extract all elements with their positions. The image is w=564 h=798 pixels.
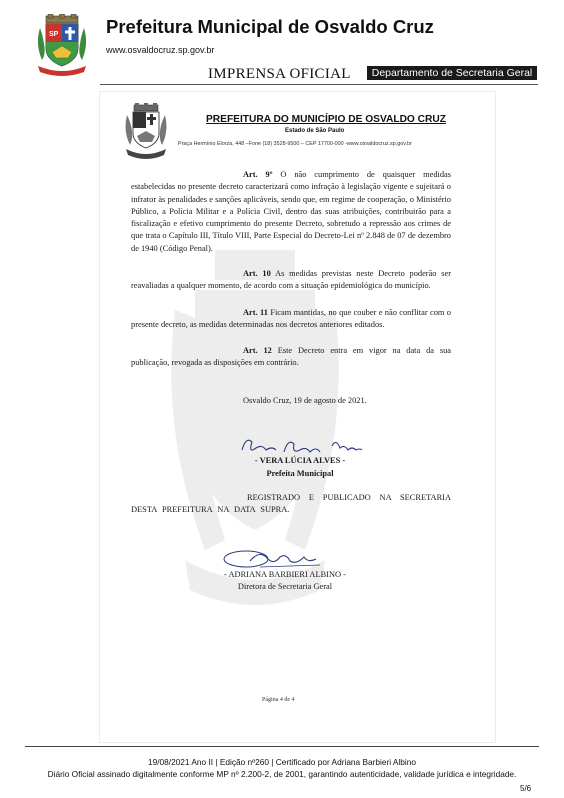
site-title: Prefeitura Municipal de Osvaldo Cruz — [106, 16, 434, 37]
registration-note: REGISTRADO E PUBLICADO NA SECRETARIA DESTA PREFEITURA NA DATA SUPRA. — [131, 493, 451, 515]
director-name: - ADRIANA BARBIERI ALBINO - — [224, 570, 346, 579]
document-title: PREFEITURA DO MUNICÍPIO DE OSVALDO CRUZ — [206, 114, 446, 125]
article-label: Art. 10 — [243, 269, 271, 278]
site-url[interactable]: www.osvaldocruz.sp.gov.br — [106, 45, 215, 55]
edition-info: 19/08/2021 Ano II | Edição nº260 | Certificado por Adriana Barbieri Albino — [148, 757, 416, 767]
digital-signature-note: Diário Oficial assinado digitalmente conforme MP nº 2.200-2, de 2001, garantindo autenticidade, validade jurídica e integridade. — [47, 769, 517, 779]
mayor-name: - VERA LÚCIA ALVES - — [254, 456, 346, 465]
mayor-role: Prefeita Municipal — [266, 469, 334, 478]
department-badge: Departamento de Secretaria Geral — [367, 66, 537, 80]
article-11 — [131, 307, 451, 332]
municipal-coat-of-arms-icon — [34, 14, 90, 76]
document-address: Praça Hermínio Elorza, 448 –Fone (18) 3528-9500 – CEP 17700-000 -www.osvaldocruz.sp.gov.br — [178, 141, 412, 147]
article-text: O não cumprimento de quaisquer medidas estabelecidas no presente decreto caracterizará como infração à legislação vigente e sujeitará o infrator às penalidades e sanções aplicáveis, sendo que, em regime de cooperação, o Ministério Público, a Polícia Militar e a Polícia Civil, dentro das suas atribuições, contribuirão para a fiscalização e efetivo cumprimento do presente Decreto, sobretudo a repressão aos crimes de que trata o Capítulo III, Título VIII, Parte Especial do Decreto-Lei nº 2.848 de 07 de dezembro de 1940 (Código Penal). — [131, 170, 452, 253]
header-divider — [100, 84, 538, 85]
article-12 — [131, 345, 451, 370]
director-role: Diretora de Secretaria Geral — [237, 582, 333, 591]
section-title: IMPRENSA OFICIAL — [208, 66, 351, 82]
article-text: Este Decreto entra em vigor na data da sua publicação, revogada as disposições em contrário. — [131, 346, 451, 368]
article-label: Art. 12 — [243, 346, 272, 355]
article-label: Art. 11 — [243, 308, 268, 317]
article-10 — [131, 268, 451, 293]
footer-divider — [25, 746, 539, 747]
article-text: As medidas previstas neste Decreto poderão ser reavaliadas a qualquer momento, de acordo com a situação epidemiológica do município. — [131, 269, 451, 291]
page-number: 5/6 — [520, 784, 532, 793]
logo-letters: SP — [49, 31, 59, 38]
document-state: Estado de São Paulo — [285, 128, 345, 134]
article-text: Ficam mantidas, no que couber e não conflitar com o presente decreto, as medidas determinadas nos decretos anteriores editados. — [131, 308, 451, 330]
page-label: Página 4 de 4 — [262, 697, 295, 703]
place-date: Osvaldo Cruz, 19 de agosto de 2021. — [243, 396, 367, 405]
article-9 — [131, 169, 451, 255]
article-label: Art. 9º — [243, 170, 273, 179]
document-crest-icon — [124, 103, 168, 161]
